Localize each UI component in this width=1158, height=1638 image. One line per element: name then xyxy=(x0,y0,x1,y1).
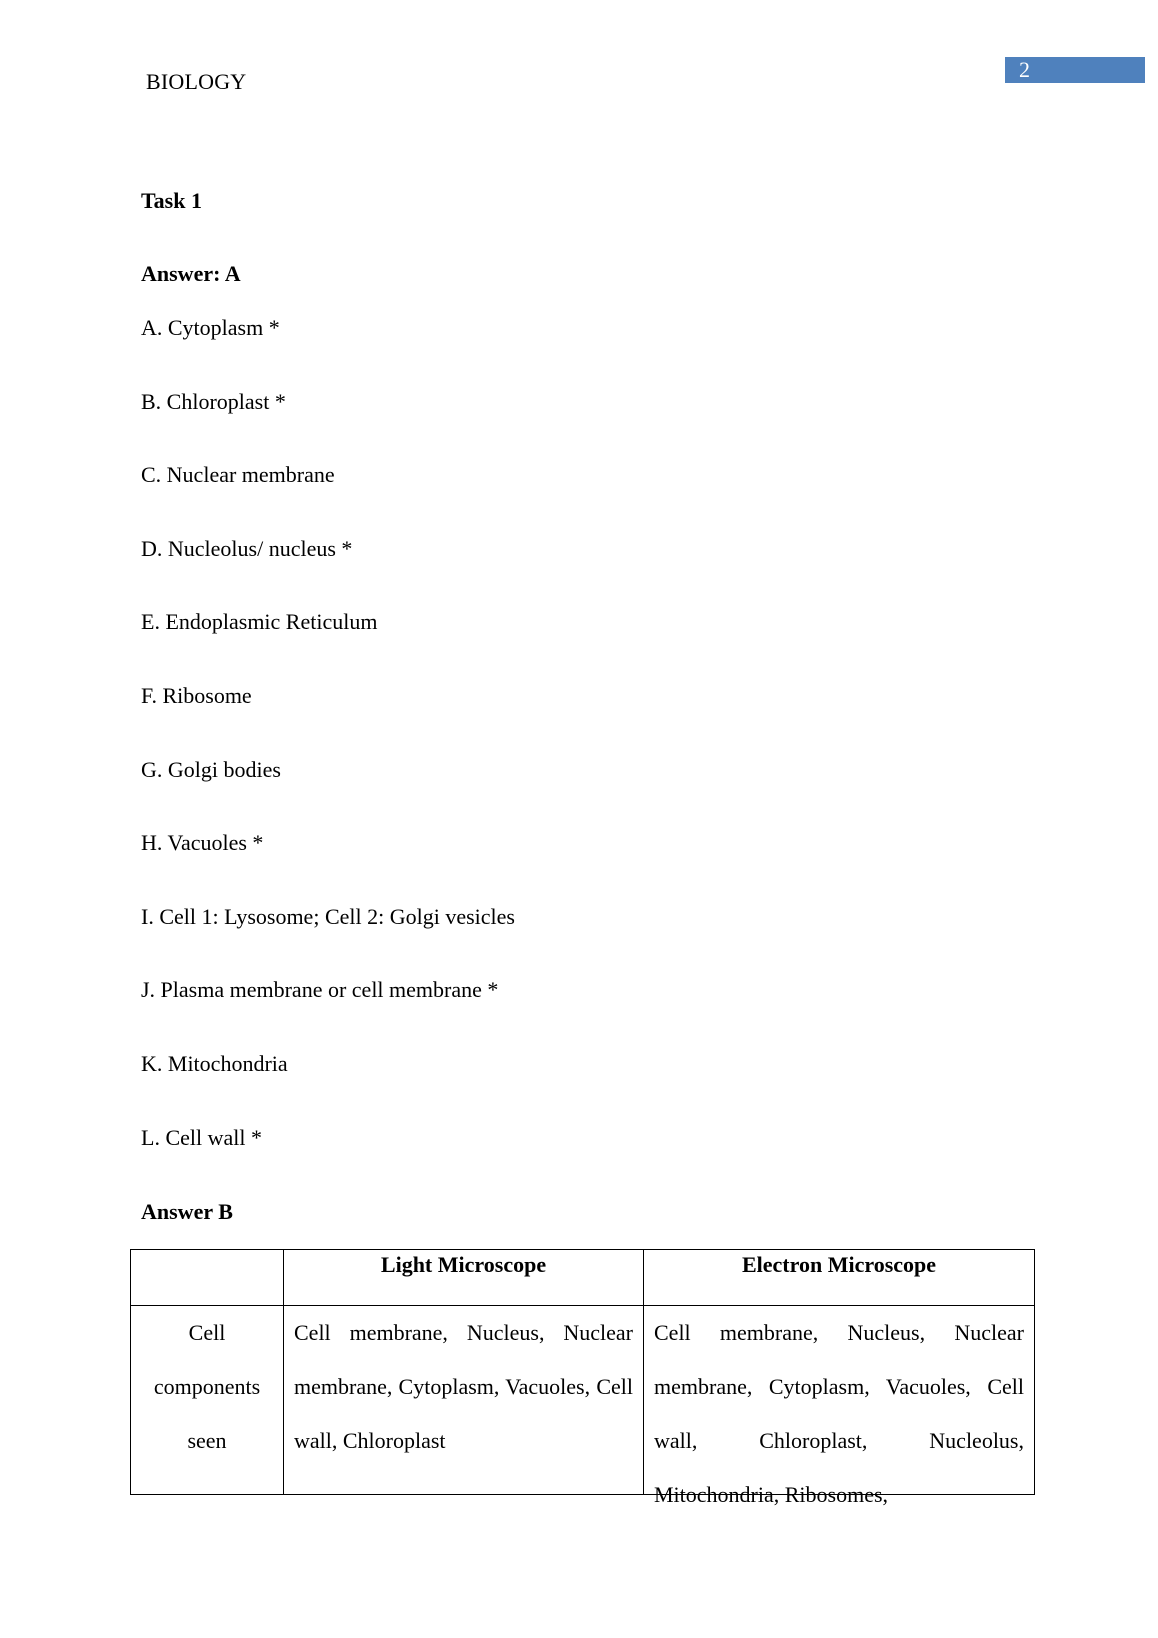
light-cell xyxy=(284,1306,644,1495)
list-item: F. Ribosome xyxy=(141,683,252,708)
list-item: C. Nuclear membrane xyxy=(141,462,335,487)
table-header-empty xyxy=(131,1250,284,1306)
table-header-light: Light Microscope xyxy=(284,1250,644,1306)
table-header-row xyxy=(131,1250,1035,1306)
list-item: A. Cytoplasm * xyxy=(141,315,280,340)
list-item: B. Chloroplast * xyxy=(141,389,286,414)
row-label-cell xyxy=(131,1306,284,1495)
list-item: L. Cell wall * xyxy=(141,1125,262,1150)
electron-components: Cell membrane, Nucleus, Nuclear membrane, Cytoplasm, Vacuoles, Cell wall, Chloroplast, Nucleolus, Mitochondria, Ribosomes, xyxy=(654,1320,1024,1507)
list-item: I. Cell 1: Lysosome; Cell 2: Golgi vesicles xyxy=(141,904,515,929)
list-item: D. Nucleolus/ nucleus * xyxy=(141,536,353,561)
header-title: BIOLOGY xyxy=(146,69,247,94)
table-header-electron: Electron Microscope xyxy=(644,1250,1035,1306)
list-item: H. Vacuoles * xyxy=(141,830,264,855)
table-row xyxy=(131,1306,1035,1495)
list-item: G. Golgi bodies xyxy=(141,757,281,782)
list-item: J. Plasma membrane or cell membrane * xyxy=(141,977,499,1002)
list-item: K. Mitochondria xyxy=(141,1051,288,1076)
answer-a-heading: Answer: A xyxy=(141,261,241,286)
task-heading: Task 1 xyxy=(141,188,202,213)
microscope-comparison-table xyxy=(130,1249,1035,1507)
answer-b-heading: Answer B xyxy=(141,1199,233,1224)
page-number: 2 xyxy=(1005,57,1145,83)
list-item: E. Endoplasmic Reticulum xyxy=(141,609,378,634)
light-components: Cell membrane, Nucleus, Nuclear membrane, Cytoplasm, Vacuoles, Cell wall, Chloroplast xyxy=(294,1320,633,1453)
electron-cell xyxy=(644,1306,1035,1507)
row-label: Cell components seen xyxy=(153,1320,261,1453)
